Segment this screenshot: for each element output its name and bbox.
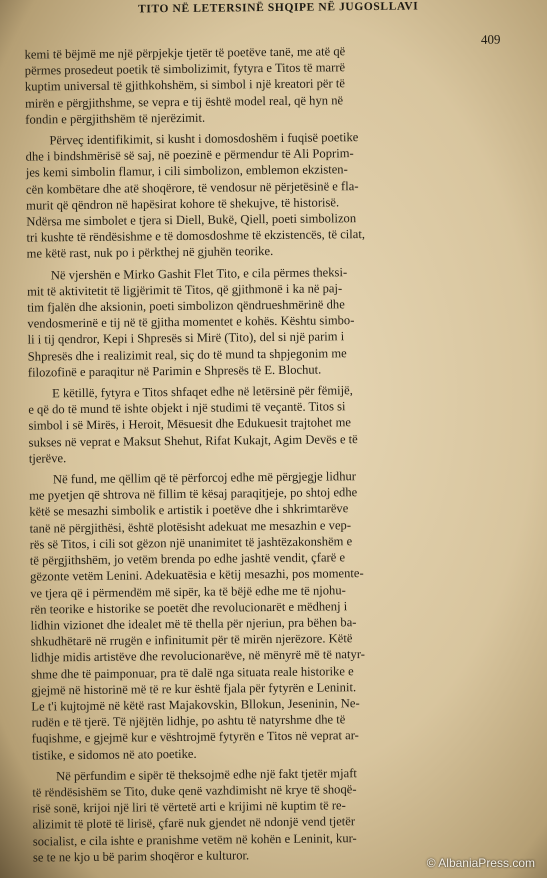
paragraph [25, 128, 510, 263]
text-line: mit të aktivitetit të ligjërimit të Titos, që gjithmonë i ka në paj- [26, 281, 343, 299]
text-line: Shpresës dhe i realizimit real, siç do të mund ta shpjegonim me [27, 345, 347, 364]
text-line: sukses në veprat e Maksut Shehut, Rifat Kukajt, Agim Devës e të [28, 431, 358, 450]
text-line: E këtillë, fytyra e Titos shfaqet edhe në letërsinë për fëmijë, [52, 383, 353, 401]
paragraph [27, 262, 512, 380]
body-text [24, 42, 517, 871]
text-line: mirën e përgjithshme, se vepra e tij është model real, që hyn në [24, 92, 344, 111]
paragraph [29, 467, 516, 764]
text-line: me këtë rast, nuk po i përkthej në gjuhën teorike. [26, 244, 274, 262]
text-line: risë sonë, krijoi një liri të vërtetë arti e krijimi në kuptim të re- [32, 798, 346, 816]
text-line: këtë se mesazhi simbolik e artistik i poetëve dhe i shkrimtarëve [29, 501, 349, 520]
text-line: Në fund, me qëllim që të përforcoj edhe më përgjegje lidhur [52, 469, 357, 487]
text-line: të përgjithshëm, jo vetëm brenda po edhe jashtë vendit, çfarë e [29, 550, 346, 568]
text-line: simbol i së Mirës, i Heroit, Mësuesit dhe Edukuesit trajtohet me [28, 415, 352, 434]
text-line: të rëndësishëm se Tito, duke qenë vazhdimisht në krye të shoqë- [32, 782, 357, 800]
text-line: li i tij qendror, Kepi i Shpresës si Mirë (Tito), del si një parim i [27, 329, 345, 348]
text-line: Në përfundim e sipër të theksojmë edhe një fakt tjetër mjaft [56, 765, 357, 784]
text-line: gëzonte vetëm Lenini. Adekuatësia e këtij mesazhi, pos momente- [29, 566, 364, 584]
text-line: rën teorike e historike se poetët dhe revolucionarët e mëdhenj i [30, 598, 348, 617]
text-line: tjerëve. [28, 451, 67, 466]
text-line: tanë në përgjithësi, është plotësisht adekuat me mesazhin e vep- [29, 517, 352, 536]
text-line: alizimit të plotë të lirisë, çfarë nuk gjendet në ndonjë vend tjetër [32, 814, 356, 832]
text-line: murit që qëndron në hapësirat kohore të shekujve, të historisë. [26, 195, 340, 213]
watermark-credit: © AlbaniaPress.com [426, 856, 535, 870]
text-line: gjejmë në historinë më të re kur është fjala për fytyrën e Leninit. [31, 679, 357, 698]
book-page [8, 0, 545, 878]
text-line: Le t'i kujtojmë në këtë rast Majakovskin, Bllokun, Jeseninin, Ne- [31, 696, 360, 714]
text-line: tri kushte të rëndësishme e të domosdoshme të ekzistencës, të cilat, [26, 227, 366, 245]
page-number: 409 [480, 31, 501, 47]
text-line: jes kemi simbolin flamur, i cili simbolizon, emblemon ekzisten- [25, 162, 348, 181]
text-line: e që do të mund të ishte objekt i një studimi të veçantë. Titos si [28, 399, 346, 417]
running-header: TITO NË LETERSINË SHQIPE NË JUGOSLLAVI [138, 0, 419, 16]
text-line: vendosmerinë e tij në të gjitha momentet e kohës. Kështu simbo- [27, 313, 355, 331]
text-line: me pyetjen që shtrova në fillim të kësaj paraqitjeje, po shtoj edhe [29, 485, 358, 503]
paragraph [28, 381, 513, 467]
text-line: Në vjershën e Mirko Gashit Flet Tito, e cila përmes theksi- [50, 264, 348, 282]
text-line: kemi të bëjmë me një përpjekje tjetër të poetëve tanë, me atë që [24, 44, 346, 62]
text-line: shme dhe të paimponuar, pra të dalë nga situata reale historike e [30, 663, 354, 682]
text-line: përmes prosedeut poetik të simbolizimit, fytyra e Titos të marrë [24, 60, 346, 78]
text-line: se te ne kjo u bë parim shoqëror e kulturor. [32, 848, 250, 865]
text-line: tistike, e sidomos në ato poetike. [31, 746, 197, 763]
text-line: Ndërsa me simbolet e tjera si Diell, Bukë, Qiell, poeti simbolizon [26, 211, 357, 229]
text-line: lidhje midis artistëve dhe revolucionarëve, në mënyrë më të natyr- [30, 647, 365, 665]
text-line: shkudhëtarë në rrugën e infinitumit për të mirën njerëzore. Këtë [30, 631, 353, 649]
text-line: fondin e përgjithshëm të njerëzimit. [25, 110, 206, 127]
text-line: filozofinë e paraqitur në Parimin e Shpresës të E. Blochut. [27, 362, 322, 380]
text-line: Përveç identifikimit, si kusht i domosdoshëm i fuqisë poetike [49, 130, 359, 148]
text-line: kuptim universal të gjithkohshëm, si simbol i një kreatori për të [24, 76, 346, 94]
text-line: socialist, e cila ishte e pranishme vetëm në kohën e Leninit, kur- [32, 830, 357, 849]
text-line: lidhin vizionet dhe idealet më të thella për njeriun, pra bëhen ba- [30, 615, 357, 633]
text-line: rës së Titos, i cili sot gëzon një unanimitet të jashtëzakonshëm e [29, 534, 353, 552]
text-line: cën kombëtare dhe atë shoqërore, të vendosur në përjetësinë e fla- [25, 178, 359, 197]
text-line: tim fjalën dhe aksionin, poeti simbolizon qëndrueshmërinë dhe [27, 297, 345, 315]
text-line: rudën e të tjerë. Të njëjtën lidhje, po ashtu të natyrshme dhe të [31, 712, 346, 730]
paragraph [24, 42, 509, 128]
text-line: ve tjera që i përmendëm më sipër, ka të bëjë edhe me të njohu- [30, 582, 346, 601]
text-line: fuqishme, e gjejmë kur e vështrojmë fytyrën e Titos në veprat ar- [31, 728, 359, 746]
text-line: dhe i bindshmërisë së saj, në poezinë e përmendur të Ali Poprim- [25, 146, 354, 164]
paragraph [32, 763, 517, 865]
